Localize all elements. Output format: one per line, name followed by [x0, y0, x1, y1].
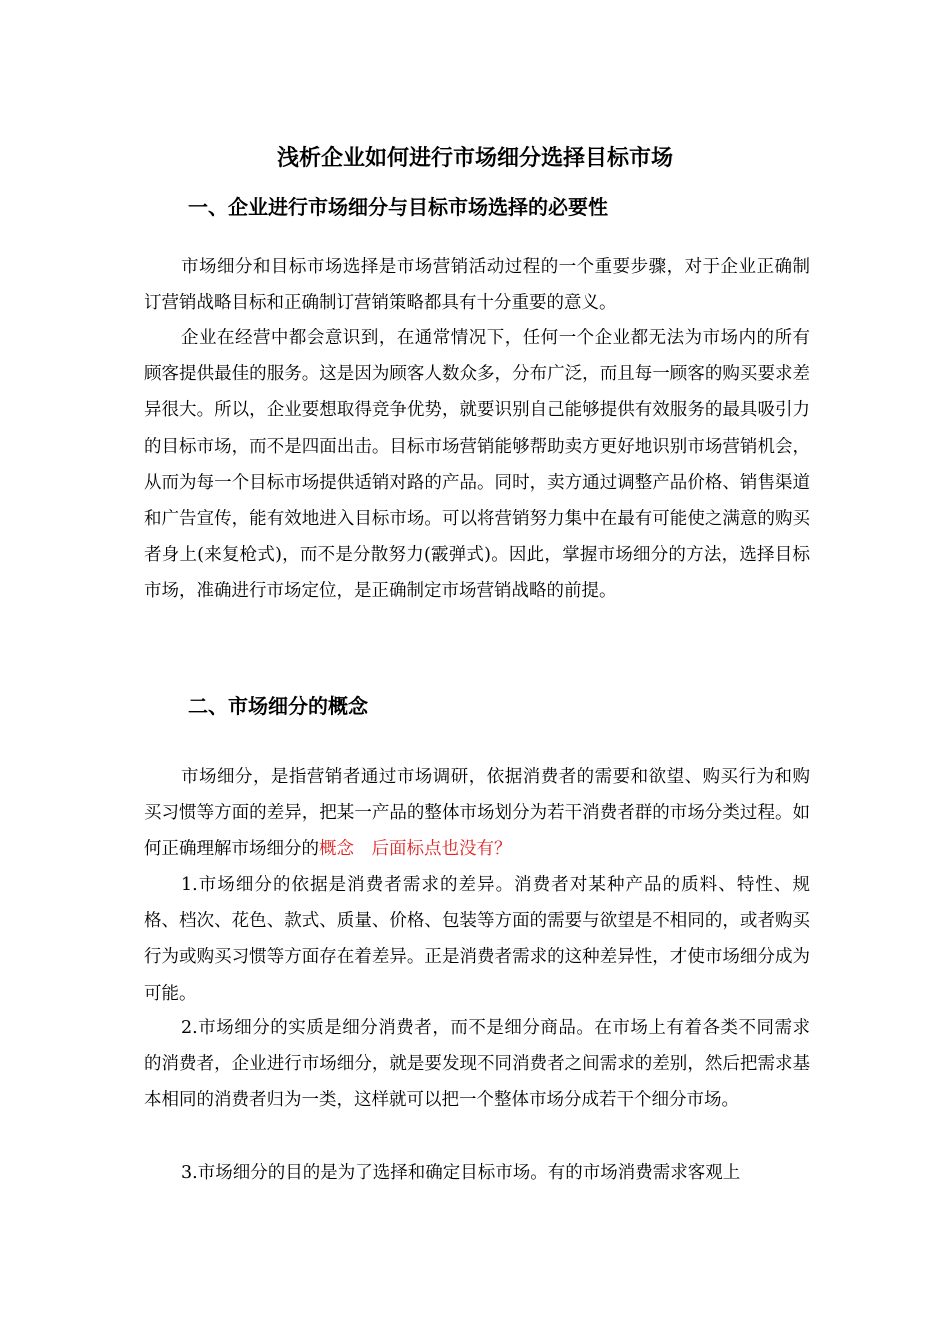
document-title: 浅析企业如何进行市场细分选择目标市场 — [276, 146, 673, 171]
paragraph-point-3: 3.市场细分的目的是为了选择和确定目标市场。有的市场消费需求客观上 — [181, 1163, 741, 1183]
concept-definition-text: 市场细分，是指营销者通过市场调研，依据消费者的需要和欲望、购买行为和购买习惯等方面的差异，把某一产品的整体市场划分为若干消费者群的市场分类过程。如何正确理解市场细分的 — [144, 767, 810, 860]
section-heading-necessity: 一、企业进行市场细分与目标市场选择的必要性 — [188, 195, 608, 219]
paragraph-concept-definition — [144, 759, 810, 868]
paragraph-intro: 市场细分和目标市场选择是市场营销活动过程的一个重要步骤，对于企业正确制订营销战略目标和正确制订营销策略都具有十分重要的意义。 — [144, 257, 810, 314]
paragraph-point-2: 2.市场细分的实质是细分消费者，而不是细分商品。在市场上有着各类不同需求的消费者，企业进行市场细分，就是要发现不同消费者之间需求的差别，然后把需求基本相同的消费者归为一类，这样就可以把一个整体市场分成若干个细分市场。 — [144, 1018, 810, 1111]
paragraph-point-1: 1.市场细分的依据是消费者需求的差异。消费者对某种产品的质料、特性、规格、档次、花色、款式、质量、价格、包装等方面的需要与欲望是不相同的，或者购买行为或购买习惯等方面存在着差异。正是消费者需求的这种差异性，才使市场细分成为可能。 — [144, 875, 810, 1004]
section-heading-concept: 二、市场细分的概念 — [188, 694, 368, 718]
editor-comment: 概念 后面标点也没有？ — [319, 839, 512, 860]
paragraph-necessity: 企业在经营中都会意识到，在通常情况下，任何一个企业都无法为市场内的所有顾客提供最佳的服务。这是因为顾客人数众多，分布广泛，而且每一顾客的购买要求差异很大。所以，企业要想取得竞争优势，就要识别自己能够提供有效服务的最具吸引力的目标市场，而不是四面出击。目标市场营销能够帮助卖方更好地识别市场营销机会，从而为每一个目标市场提供适销对路的产品。同时，卖方通过调整产品价格、销售渠道和广告宣传，能有效地进入目标市场。可以将营销努力集中在最有可能使之满意的购买者身上(来复枪式)，而不是分散努力(霰弹式)。因此，掌握市场细分的方法，选择目标市场，准确进行市场定位，是正确制定市场营销战略的前提。 — [144, 328, 810, 602]
